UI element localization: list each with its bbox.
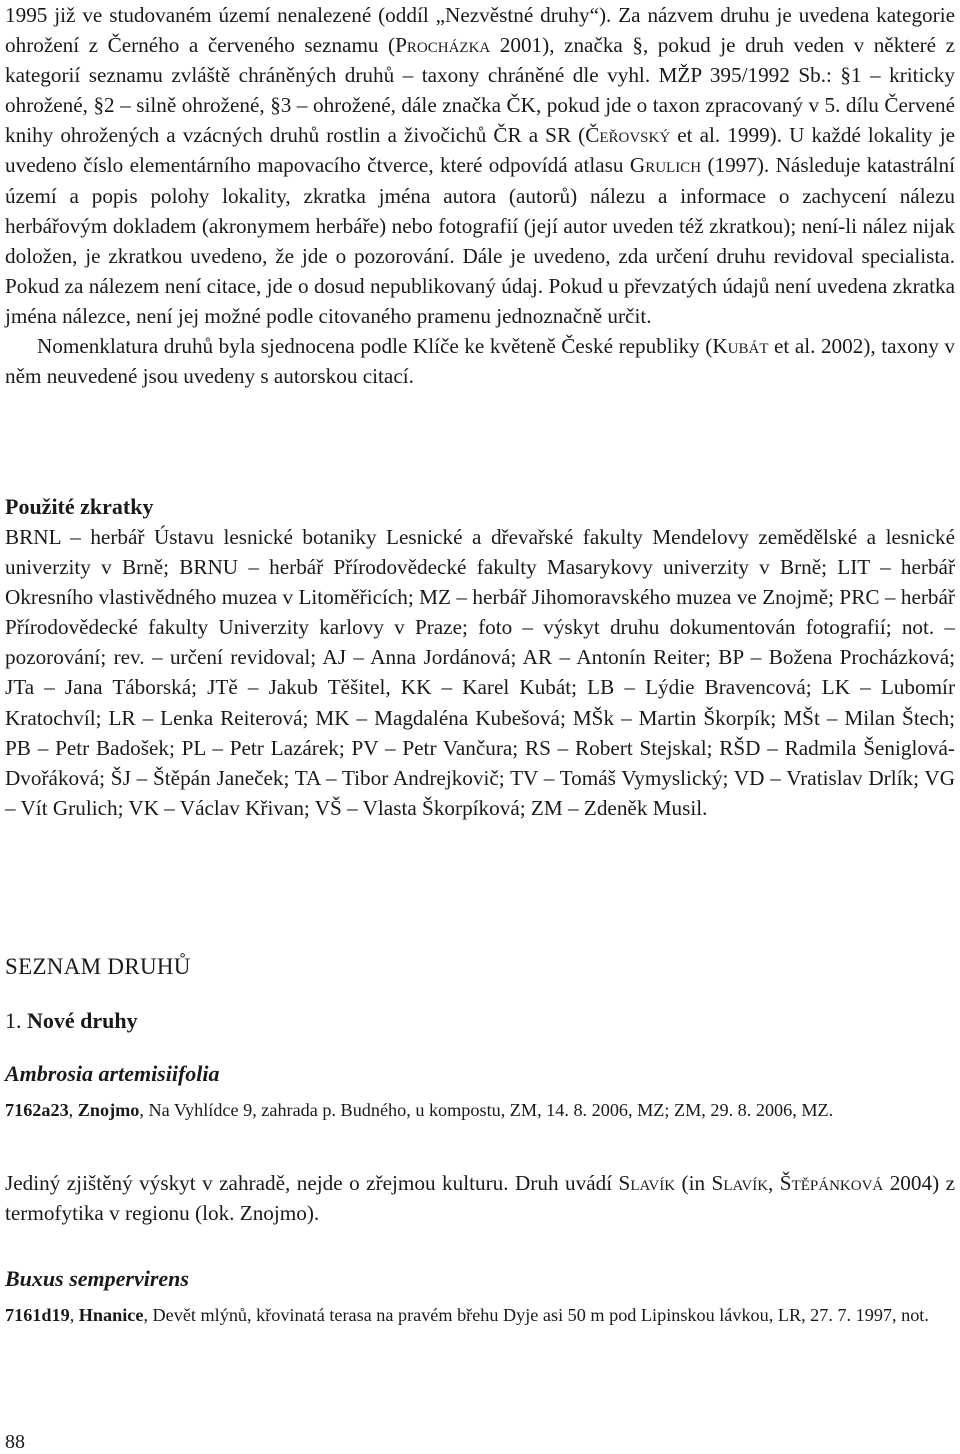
grid-square: 7162a23	[5, 1100, 69, 1120]
species-name: Buxus sempervirens	[5, 1266, 189, 1291]
intro-paragraph	[5, 0, 955, 391]
species-name: Ambrosia artemisiifolia	[5, 1061, 220, 1086]
intro-text: 1995 již ve studovaném území nenalezené (oddíl „Nezvěstné druhy“). Za názvem druhu je uvedena kategorie ohrožení z Černého a červeného seznamu (Procházka 2001), značka §, pokud je druh veden v některé z kategorií seznamu zvláště chráněných druhů – taxony chráněné dle vyhl. MŽP 395/1992 Sb.: §1 – kriticky ohrožené, §2 – silně ohrožené, §3 – ohrožené, dále značka ČK, pokud jde o taxon zpracovaný v 5. dílu Červené knihy ohrožených a vzácných druhů rostlin a živočichů ČR a SR (Čeřovský et al. 1999). U každé lokality je uvedeno číslo elementárního mapovacího čtverce, které odpovídá atlasu Grulich (1997). Následuje katastrální území a popis polohy lokality, zkratka jména autora (autorů) nálezu a informace o zachycení nálezu herbářovým dokladem (akronymem herbáře) nebo fotografií (její autor uveden též zkratkou); není-li nález nijak doložen, je zkratkou uvedeno, že jde o pozorování. Dále je uvedeno, zda určení druhu revidoval specialista. Pokud za nálezem není citace, jde o dosud nepublikovaný údaj. Pokud u převzatých údajů není uvedena zkratka jména nálezce, není jej možné podle citovaného pramenu jednoznačně určit.	[5, 3, 956, 328]
nomenclature-paragraph: Nomenklatura druhů byla sjednocena podle Klíče ke květeně České republiky (Kubát et al. 2002), taxony v něm neuvedené jsou uvedeny s autorskou citací.	[5, 334, 955, 389]
author-citation: Slavík	[618, 1171, 676, 1195]
author-citation: Kubát	[712, 334, 769, 359]
abbreviations-section	[5, 492, 955, 823]
locality-name: Hnanice	[78, 1305, 144, 1325]
abbreviations-text: BRNL – herbář Ústavu lesnické botaniky Lesnické a dřevařské fakulty Mendelovy zemědělské a lesnické univerzity v Brně; BRNU – herbář Přírodovědecké fakulty Masarykovy univerzity v Brně; LIT – herbář Okresního vlastivědného muzea v Litoměřicích; MZ – herbář Jihomoravského muzea ve Znojmě; PRC – herbář Přírodovědecké fakulty Univerzity karlovy v Praze; foto – výskyt druhu dokumentován fotografií; not. – pozorování; rev. – určení revidoval; AJ – Anna Jordánová; AR – Antonín Reiter; BP – Božena Procházková; JTa – Jana Táborská; JTě – Jakub Těšitel, KK – Karel Kubát; LB – Lýdie Bravencová; LK – Lubomír Kratochvíl; LR – Lenka Reiterová; MK – Magdaléna Kubešová; MŠk – Martin Škorpík; MŠt – Milan Štech; PB – Petr Badošek; PL – Petr Lazárek; PV – Petr Vančura; RS – Robert Stejskal; RŠD – Radmila Šeniglová-Dvořáková; ŠJ – Štěpán Janeček; TA – Tibor Andrejkovič; TV – Tomáš Vymyslický; VD – Vratislav Drlík; VG – Vít Grulich; VK – Václav Křivan; VŠ – Vlasta Škorpíková; ZM – Zdeněk Musil.	[5, 525, 955, 820]
locality-record: 7162a23, Znojmo, Na Vyhlídce 9, zahrada p. Budného, u kompostu, ZM, 14. 8. 2006, MZ; ZM, 29. 8. 2006, MZ.	[5, 1100, 834, 1120]
species-list-title: SEZNAM DRUHŮ	[5, 954, 191, 979]
species-entry	[5, 1061, 955, 1087]
locality-record: 7161d19, Hnanice, Devět mlýnů, křovinatá terasa na pravém břehu Dyje asi 50 m pod Lipinskou lávkou, LR, 27. 7. 1997, not.	[5, 1305, 929, 1325]
page-number: 88	[5, 1431, 25, 1453]
species-entry	[5, 1266, 955, 1292]
grid-square: 7161d19	[5, 1305, 70, 1325]
species-note: Jediný zjištěný výskyt v zahradě, nejde o zřejmou kulturu. Druh uvádí Slavík (in Slavík, Štěpánková 2004) z termofytika v regionu (lok. Znojmo).	[5, 1171, 956, 1226]
subsection-heading: 1. Nové druhy	[5, 1008, 138, 1033]
author-citation: Čeřovský	[585, 123, 671, 148]
author-citation: Slavík, Štěpánková	[711, 1171, 884, 1195]
abbreviations-heading: Použité zkratky	[5, 494, 154, 519]
locality-name: Znojmo	[77, 1100, 140, 1120]
author-citation: Procházka	[395, 33, 491, 58]
author-citation: Grulich	[629, 153, 702, 178]
